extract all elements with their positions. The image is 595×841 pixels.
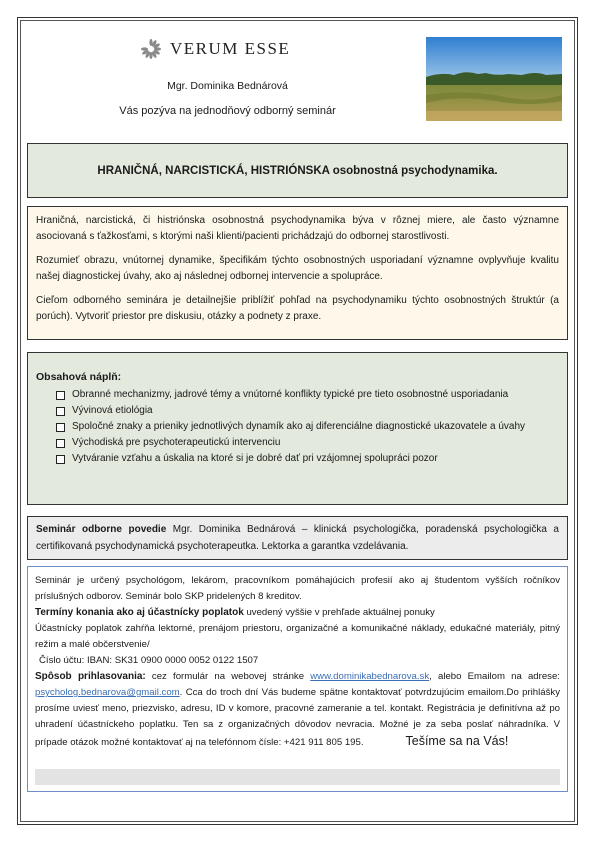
iban-line: [35, 653, 560, 669]
audience-text: Seminár je určený psychológom, lekárom, pracovníkom pomáhajúcich profesií ako aj študentom vyšších ročníkov príslušných odborov. Seminár bolo SKP pridelených 8 kreditov.: [35, 575, 560, 602]
footer-bar: [35, 769, 560, 785]
invitation-line: Vás pozýva na jednodňový odborný seminár: [119, 105, 336, 117]
list-item: [56, 435, 559, 451]
brand-name: VERUM ESSE: [170, 39, 291, 58]
seminar-title: HRANIČNÁ, NARCISTICKÁ, HISTRIÓNSKA osobnostná psychodynamika.: [97, 164, 498, 177]
intro-paragraph: Cieľom odborného seminára je detailnejšie priblížiť pohľad na psychodynamiku týchto osobnostných štruktúr (a porúch). Vytvoriť priestor pre diskusiu, otázky a podnety z praxe.: [36, 295, 559, 322]
dates-line: [35, 605, 560, 621]
signup-paragraph: [35, 669, 560, 751]
website-link[interactable]: www.dominikabednarova.sk: [310, 671, 430, 682]
lecturer-label: Seminár odborne povedie: [36, 524, 167, 535]
lecturer-text: Mgr. Dominika Bednárová – klinická psychologička, poradenská psychologička a certifikovaná psychodynamická psychoterapeutka. Lektorka a garantka vzdelávania.: [36, 524, 559, 552]
checkbox-bullet-icon: [56, 391, 65, 400]
iban-text: Číslo účtu: IBAN: SK31 0900 0000 0052 0122 1507: [39, 655, 259, 666]
lecturer-box: [27, 516, 568, 560]
checkbox-bullet-icon: [56, 439, 65, 448]
intro-box: [27, 206, 568, 340]
signup-text: cez formulár na webovej stránke: [145, 671, 311, 682]
fee-text: Účastnícky poplatok zahŕňa lektorné, prenájom priestoru, organizačné a komunikačné náklady, edukačné materiály, pitný režim a malé občerstvenie/: [35, 623, 560, 650]
checkbox-bullet-icon: [56, 407, 65, 416]
closing-text: Tešíme sa na Vás!: [405, 734, 509, 748]
checkbox-bullet-icon: [56, 423, 65, 432]
flower-logo-icon: [140, 38, 162, 60]
signup-text: . Cca do troch dní Vás budeme spätne kontaktovať potvrdzujúcim emailom.Do prihlášky prosíme uviesť meno, priezvisko, adresu, ID v komore, pracovné zameranie a tel. kontakt. Registrácia je definitívna až po uhradení účastníckeho poplatku. Ten sa z organizačných dôvodov nevracia. Možné je za seba poslať náhradníka. V prípade otázok možné kontaktovať aj na telefónnom čísle: +421 911 805 195.: [35, 687, 560, 748]
signup-label: Spôsob prihlasovania:: [35, 671, 146, 682]
content-list: [36, 387, 559, 467]
content-heading: Obsahová náplň:: [36, 371, 122, 383]
seminar-title-box: [27, 143, 568, 198]
list-item-text: Vytváranie vzťahu a úskalia na ktoré si je dobré dať pri vzájomnej spolupráci pozor: [72, 453, 438, 464]
content-box: [27, 352, 568, 505]
list-item-text: Východiská pre psychoterapeutickú intervenciu: [72, 437, 281, 448]
signup-text: , alebo Emailom na adrese:: [429, 671, 560, 682]
list-item: [56, 403, 559, 419]
list-item: [56, 419, 559, 435]
list-item-text: Spoločné znaky a prieniky jednotlivých dynamík ako aj diferenciálne diagnostické ukazovatele a úvahy: [72, 421, 526, 432]
dates-text: uvedený vyššie v prehľade aktuálnej ponuky: [243, 607, 435, 618]
dates-label: Termíny konania ako aj účastnícky poplatok: [35, 607, 244, 618]
checkbox-bullet-icon: [56, 455, 65, 464]
list-item: [56, 451, 559, 467]
brand-logo: [140, 38, 290, 60]
intro-paragraph: Rozumieť obrazu, vnútornej dynamike, špecifikám týchto osobnostných usporiadaní významne ovplyvňuje kvalitu našej diagnostickej úvahy, ako aj následnej odbornej intervencie a spolupráce.: [36, 255, 559, 282]
email-link[interactable]: psycholog.bednarova@gmail.com: [35, 687, 180, 698]
list-item: [56, 387, 559, 403]
presenter-name: Mgr. Dominika Bednárová: [167, 80, 288, 92]
landscape-photo: [426, 37, 562, 121]
intro-paragraph: Hraničná, narcistická, či histriónska osobnostná psychodynamika býva v rôznej miere, ale často významne asociovaná s ťažkosťami, s ktorými naši klienti/pacienti prichádzajú do odbornej starostlivosti.: [36, 215, 559, 242]
list-item-text: Vývinová etiológia: [72, 405, 153, 416]
info-box: [27, 566, 568, 792]
list-item-text: Obranné mechanizmy, jadrové témy a vnútorné konflikty typické pre tieto osobnostné usporiadania: [72, 389, 509, 400]
